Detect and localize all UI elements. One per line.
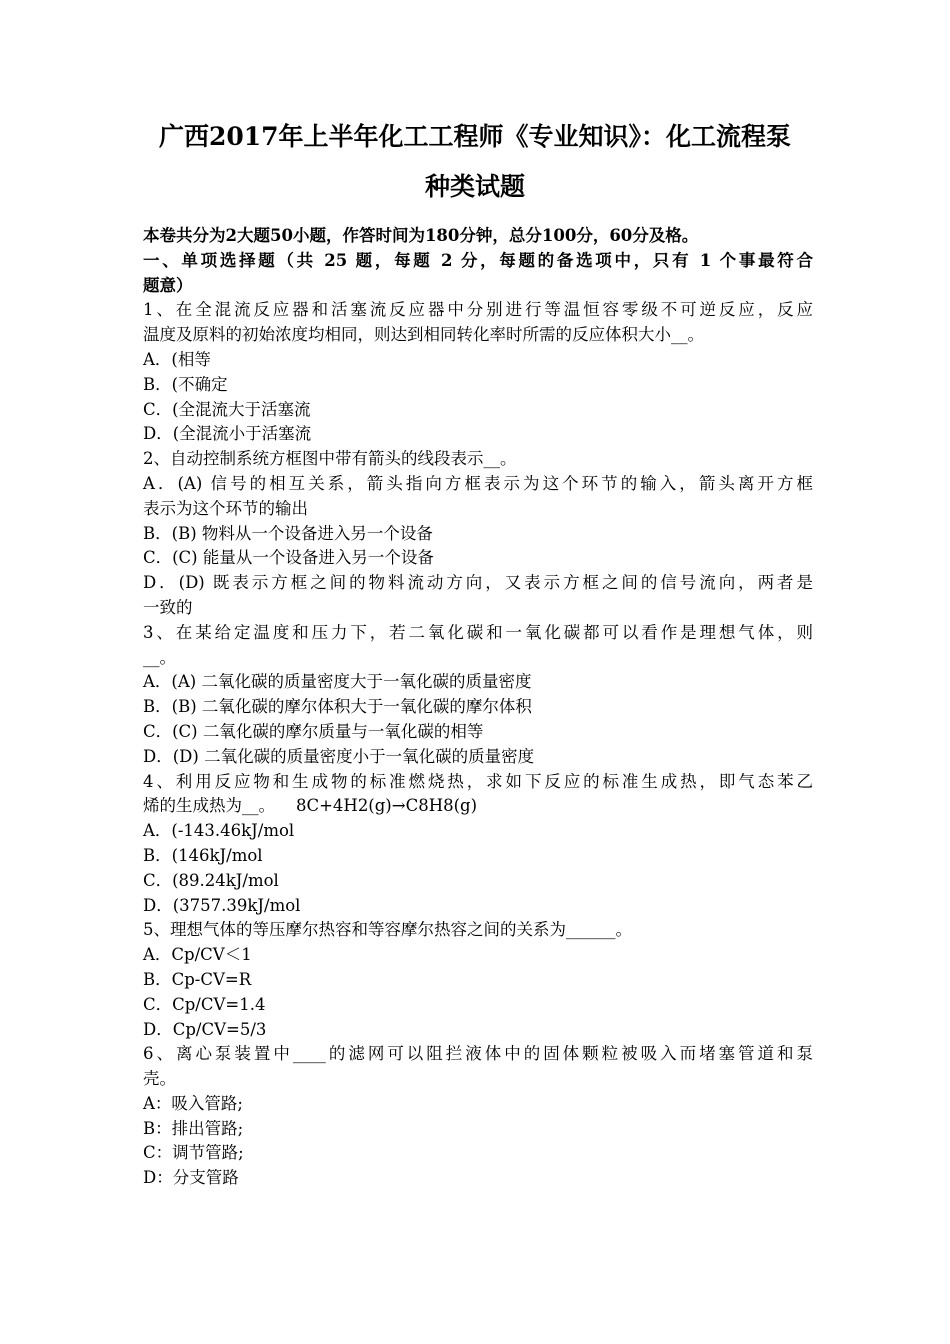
question-1-line-2: 温度及原料的初始浓度均相同，则达到相同转化率时所需的反应体积大小__。 bbox=[143, 325, 704, 345]
question-6-option-d: D：分支管路 bbox=[143, 1168, 239, 1188]
question-3-line-1: 3、在某给定温度和压力下，若二氧化碳和一氧化碳都可以看作是理想气体，则 bbox=[143, 622, 813, 642]
question-2-option-a-line-1: A．(A) 信号的相互关系，箭头指向方框表示为这个环节的输入，箭头离开方框 bbox=[143, 473, 813, 493]
question-6-line-1: 6、离心泵装置中____的滤网可以阻拦液体中的固体颗粒被吸入而堵塞管道和泵 bbox=[143, 1044, 813, 1064]
question-3-option-b: B．(B) 二氧化碳的摩尔体积大于一氧化碳的摩尔体积 bbox=[143, 697, 532, 717]
question-5-line-1: 5、理想气体的等压摩尔热容和等容摩尔热容之间的关系为______。 bbox=[143, 920, 632, 940]
question-4-line-2: 烯的生成热为__。 8C+4H2(g)→C8H8(g) bbox=[143, 796, 478, 816]
question-4-line-1: 4、利用反应物和生成物的标准燃烧热，求如下反应的标准生成热，即气态苯乙 bbox=[143, 771, 813, 791]
question-1-option-d: D．(全混流小于活塞流 bbox=[143, 424, 312, 444]
question-4-option-d: D．(3757.39kJ/mol bbox=[143, 895, 301, 915]
question-4-option-b: B．(146kJ/mol bbox=[143, 845, 263, 865]
question-2-option-b: B．(B) 物料从一个设备进入另一个设备 bbox=[143, 523, 433, 543]
question-3-option-c: C．(C) 二氧化碳的摩尔质量与一氧化碳的相等 bbox=[143, 721, 484, 741]
document-title-line-2: 种类试题 bbox=[424, 172, 525, 201]
question-2-option-d-line-2: 一致的 bbox=[143, 597, 193, 617]
question-1-line-1: 1、在全混流反应器和活塞流反应器中分别进行等温恒容零级不可逆反应，反应 bbox=[143, 300, 813, 320]
question-1-option-b: B．(不确定 bbox=[143, 374, 228, 394]
question-2-option-c: C．(C) 能量从一个设备进入另一个设备 bbox=[143, 548, 434, 568]
document-title-line-1: 广西2017年上半年化工工程师《专业知识》：化工流程泵 bbox=[158, 122, 792, 151]
question-6-option-b: B：排出管路; bbox=[143, 1118, 244, 1138]
question-2-option-d-line-1: D．(D) 既表示方框之间的物料流动方向，又表示方框之间的信号流向，两者是 bbox=[143, 573, 813, 593]
question-5-option-c: C．Cp/CV=1.4 bbox=[143, 994, 266, 1014]
section-heading-line-1: 一、单项选择题（共 25 题，每题 2 分，每题的备选项中，只有 1 个事最符合 bbox=[143, 250, 813, 270]
exam-intro: 本卷共分为2大题50小题，作答时间为180分钟，总分100分，60分及格。 bbox=[143, 226, 699, 245]
question-3-option-a: A．(A) 二氧化碳的质量密度大于一氧化碳的质量密度 bbox=[143, 672, 532, 692]
question-2-line-1: 2、自动控制系统方框图中带有箭头的线段表示__。 bbox=[143, 449, 517, 469]
question-5-option-b: B．Cp-CV=R bbox=[143, 969, 252, 989]
question-1-option-c: C．(全混流大于活塞流 bbox=[143, 399, 311, 419]
question-6-line-2: 壳。 bbox=[143, 1069, 176, 1089]
question-6-option-a: A：吸入管路; bbox=[143, 1093, 243, 1113]
question-6-option-c: C：调节管路; bbox=[143, 1143, 244, 1163]
question-5-option-a: A．Cp/CV＜1 bbox=[143, 945, 252, 965]
question-1-option-a: A．(相等 bbox=[143, 349, 211, 369]
document-body bbox=[143, 224, 813, 1191]
question-3-option-d: D．(D) 二氧化碳的质量密度小于一氧化碳的质量密度 bbox=[143, 746, 535, 766]
question-4-option-c: C．(89.24kJ/mol bbox=[143, 870, 279, 890]
section-heading-line-2: 题意） bbox=[143, 275, 193, 295]
question-2-option-a-line-2: 表示为这个环节的输出 bbox=[143, 498, 308, 518]
question-3-line-2: __。 bbox=[143, 647, 176, 667]
question-5-option-d: D．Cp/CV=5/3 bbox=[143, 1019, 267, 1039]
question-4-option-a: A．(-143.46kJ/mol bbox=[143, 821, 295, 841]
